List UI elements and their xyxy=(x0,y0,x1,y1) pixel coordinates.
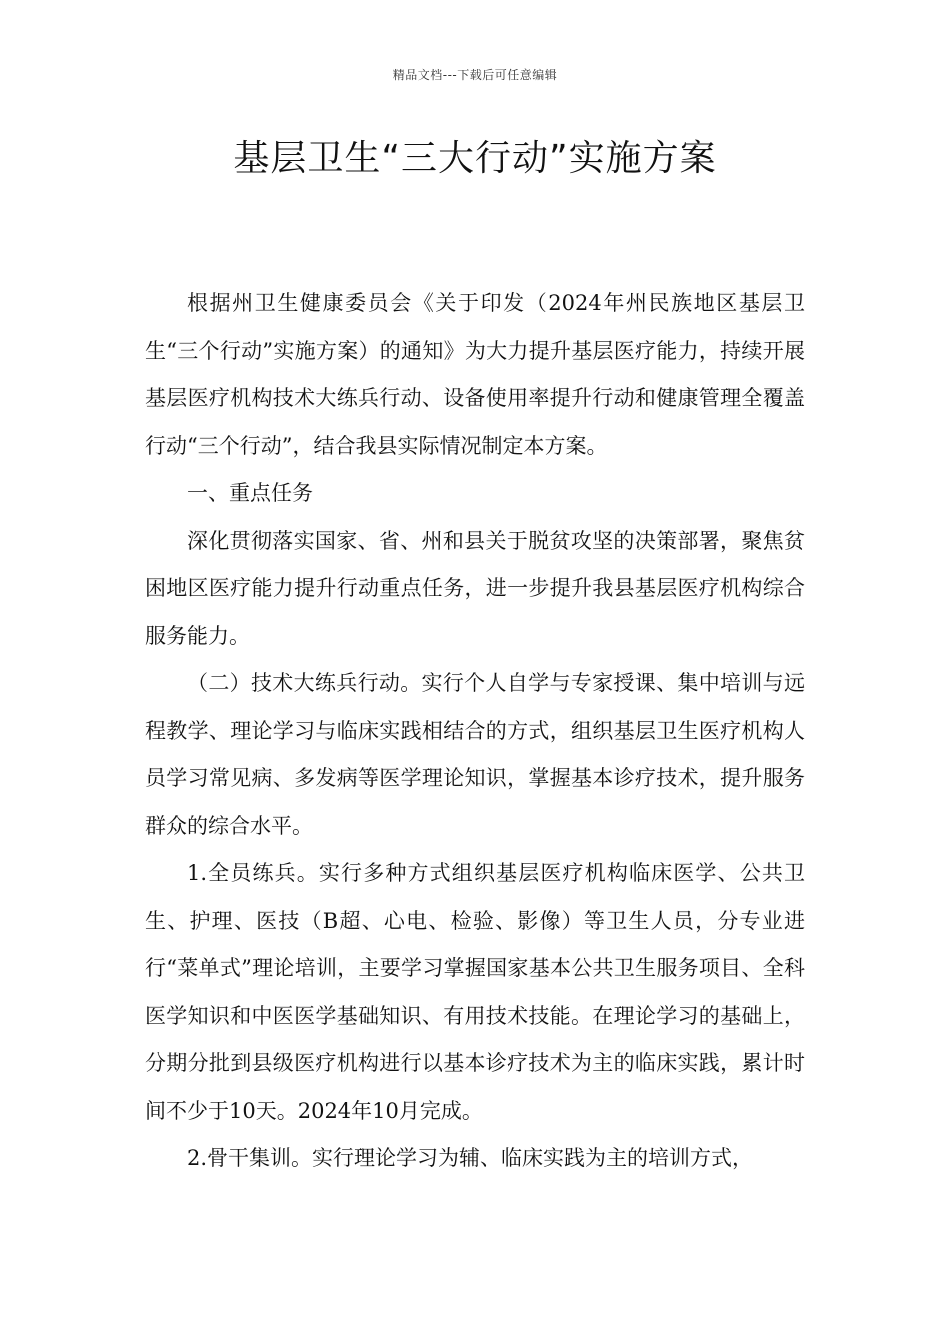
header-note: 精品文档---下载后可任意编辑 xyxy=(392,68,558,82)
document-title: 基层卫生“三大行动”实施方案 xyxy=(233,138,717,179)
key-tasks-paragraph: 深化贯彻落实国家、省、州和县关于脱贫攻坚的决策部署，聚焦贫困地区医疗能力提升行动重点任务，进一步提升我县基层医疗机构综合服务能力。 xyxy=(145,528,805,648)
training-action-paragraph: （二）技术大练兵行动。实行个人自学与专家授课、集中培训与远程教学、理论学习与临床实践相结合的方式，组织基层卫生医疗机构人员学习常见病、多发病等医学理论知识，掌握基本诊疗技术，提升服务群众的综合水平。 xyxy=(145,671,805,838)
document-body xyxy=(145,280,805,1183)
section-heading-key-tasks: 一、重点任务 xyxy=(187,481,313,505)
intro-paragraph: 根据州卫生健康委员会《关于印发（2024年州民族地区基层卫生“三个行动”实施方案）的通知》为大力提升基层医疗能力，持续开展基层医疗机构技术大练兵行动、设备使用率提升行动和健康管理全覆盖行动“三个行动”，结合我县实际情况制定本方案。 xyxy=(145,291,805,458)
backbone-training-paragraph: 2.骨干集训。实行理论学习为辅、临床实践为主的培训方式， xyxy=(187,1146,754,1170)
all-staff-training-paragraph: 1.全员练兵。实行多种方式组织基层医疗机构临床医学、公共卫生、护理、医技（B超、心电、检验、影像）等卫生人员，分专业进行“菜单式”理论培训，主要学习掌握国家基本公共卫生服务项目、全科医学知识和中医医学基础知识、有用技术技能。在理论学习的基础上，分期分批到县级医疗机构进行以基本诊疗技术为主的临床实践，累计时间不少于10天。2024年10月完成。 xyxy=(145,861,805,1123)
